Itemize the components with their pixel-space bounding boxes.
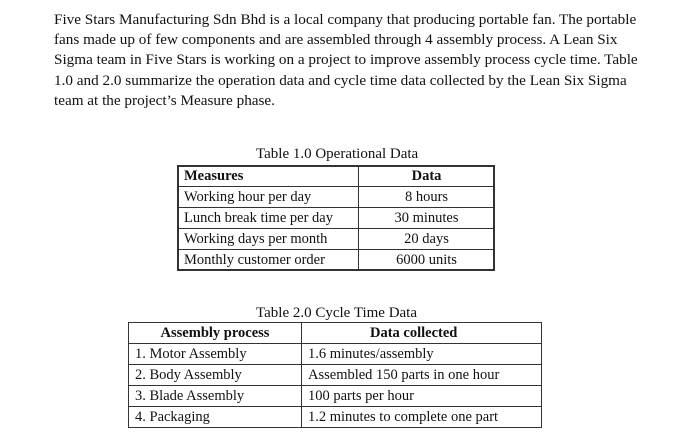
data-cell: 1.6 minutes/assembly xyxy=(302,344,542,365)
intro-paragraph: Five Stars Manufacturing Sdn Bhd is a local company that producing portable fan. The portable fans made up of few components and are assembled through 4 assembly process. A Lean Six Sigma team in Five Stars is working on a project to improve assembly process cycle time. Table 1.0 and 2.0 summarize the operation data and cycle time data collected by the Lean Six Sigma team at the project’s Measure phase. xyxy=(54,11,638,109)
table-row xyxy=(178,187,495,208)
process-cell: 2. Body Assembly xyxy=(129,365,302,386)
data-cell: 30 minutes xyxy=(359,208,495,229)
data-cell: 100 parts per hour xyxy=(302,386,542,407)
table-row xyxy=(129,344,542,365)
table-row xyxy=(178,250,495,271)
operational-data-table xyxy=(177,165,495,271)
data-cell: 20 days xyxy=(359,229,495,250)
process-cell: 4. Packaging xyxy=(129,407,302,428)
table-row xyxy=(129,407,542,428)
process-cell: 3. Blade Assembly xyxy=(129,386,302,407)
measure-cell: Working days per month xyxy=(178,229,359,250)
table-row xyxy=(129,365,542,386)
measure-cell: Monthly customer order xyxy=(178,250,359,271)
table-row xyxy=(178,229,495,250)
measure-cell: Lunch break time per day xyxy=(178,208,359,229)
table-header-row xyxy=(129,323,542,344)
column-header-measures: Measures xyxy=(178,166,359,187)
data-cell: 6000 units xyxy=(359,250,495,271)
data-cell: Assembled 150 parts in one hour xyxy=(302,365,542,386)
data-cell: 8 hours xyxy=(359,187,495,208)
process-cell: 1. Motor Assembly xyxy=(129,344,302,365)
measure-cell: Working hour per day xyxy=(178,187,359,208)
column-header-data: Data xyxy=(359,166,495,187)
column-header-data-collected: Data collected xyxy=(302,323,542,344)
column-header-assembly-process: Assembly process xyxy=(129,323,302,344)
table-row xyxy=(129,386,542,407)
cycle-time-table xyxy=(128,322,542,428)
table-row xyxy=(178,208,495,229)
table-header-row xyxy=(178,166,495,187)
table1-caption: Table 1.0 Operational Data xyxy=(256,146,419,162)
table2-caption: Table 2.0 Cycle Time Data xyxy=(256,305,418,321)
data-cell: 1.2 minutes to complete one part xyxy=(302,407,542,428)
